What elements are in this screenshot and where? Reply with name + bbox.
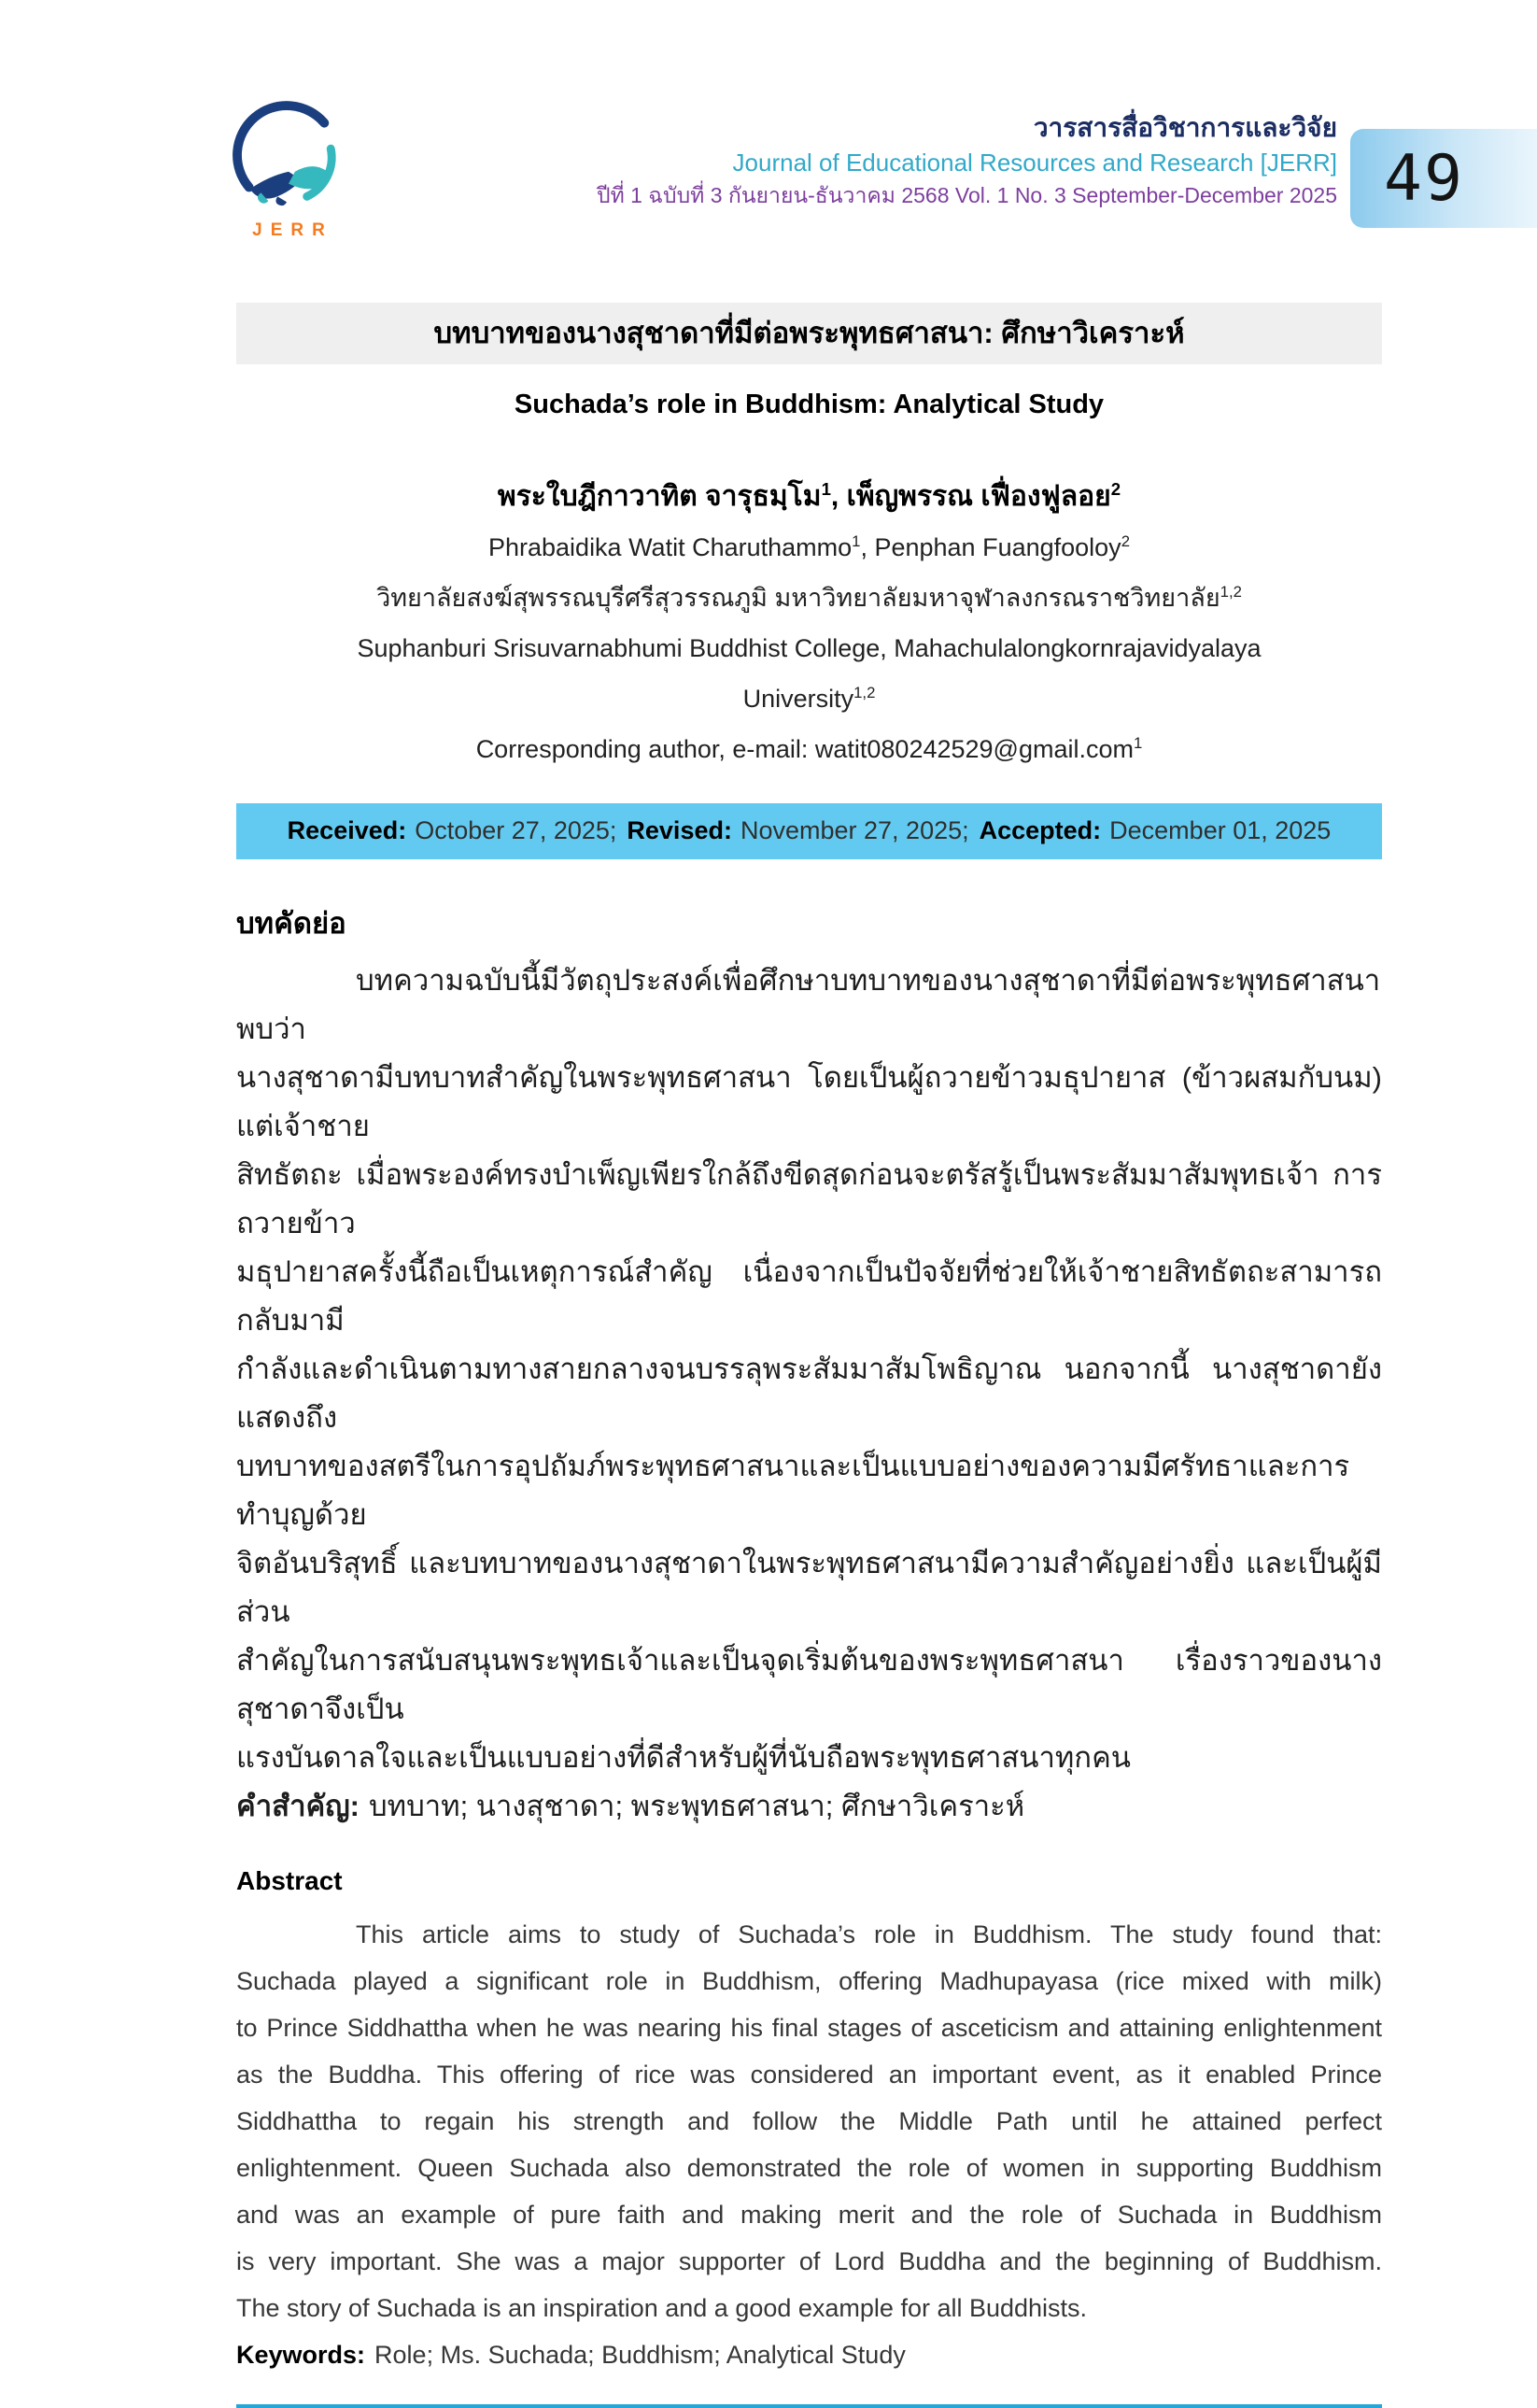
article-title-th: บทบาทของนางสุชาดาที่มีต่อพระพุทธศาสนา: ศึกษาวิเคราะห์ — [433, 317, 1185, 349]
author-th-1-sup: 1 — [821, 479, 831, 499]
affiliation-en-line1: Suphanburi Srisuvarnabhumi Buddhist College, Mahachulalongkornrajavidyalaya — [357, 634, 1262, 662]
abstract-th-line: มธุปายาสครั้งนี้ถือเป็นเหตุการณ์สำคัญ เนื่องจากเป็นปัจจัยที่ช่วยให้เจ้าชายสิทธัตถะสามารถกลับมามี — [236, 1255, 1382, 1337]
abstract-en-line: This article aims to study of Suchada’s role in Buddhism. The study found that: — [356, 1920, 1382, 1948]
affiliation-th-sup: 1,2 — [1220, 583, 1242, 601]
abstract-th-line: แรงบันดาลใจและเป็นแบบอย่างที่ดีสำหรับผู้ที่นับถือพระพุทธศาสนาทุกคน — [236, 1741, 1132, 1774]
author-th-1: พระใบฎีกาวาทิต จารุธมฺโม — [497, 481, 822, 512]
affiliation-th-text: วิทยาลัยสงฆ์สุพรรณบุรีศรีสุวรรณภูมิ มหาวิทยาลัยมหาจุฬาลงกรณราชวิทยาลัย — [376, 584, 1220, 612]
author-en-2: , Penphan Fuangfooloy — [860, 533, 1121, 561]
corresponding-author-sup: 1 — [1133, 734, 1143, 752]
journal-issue-line: ปีที่ 1 ฉบับที่ 3 กันยายน-ธันวาคม 2568 Vol. 1 No. 3 September-December 2025 — [596, 183, 1337, 207]
jerr-logo — [230, 101, 347, 241]
abstract-th-paragraph — [236, 956, 1382, 1831]
abstract-th-line: สิทธัตถะ เมื่อพระองค์ทรงบำเพ็ญเพียรใกล้ถึงขีดสุดก่อนจะตรัสรู้เป็นพระสัมมาสัมพุทธเจ้า การถวายข้าว — [236, 1158, 1382, 1239]
keywords-th-label: คำสำคัญ: — [236, 1790, 360, 1822]
affiliation-en-line2-sup: 1,2 — [853, 684, 876, 701]
keywords-en — [236, 2331, 1382, 2378]
keywords-en-value: Role; Ms. Suchada; Buddhism; Analytical Study — [374, 2341, 906, 2369]
journal-title-en: Journal of Educational Resources and Research [JERR] — [732, 149, 1337, 177]
abstract-en-heading: Abstract — [236, 1866, 343, 1895]
received-revised-accepted-bar — [236, 803, 1382, 859]
authors-th — [236, 478, 1382, 516]
affiliation-en-line2 — [236, 680, 1382, 717]
journal-header — [597, 110, 1337, 211]
abstract-th-heading: บทคัดย่อ — [236, 907, 346, 940]
abstract-en-line: as the Buddha. This offering of rice was considered an important event, as it enabled Prince — [236, 2061, 1382, 2089]
abstract-th-line: บทความฉบับนี้มีวัตถุประสงค์เพื่อศึกษาบทบาทของนางสุชาดาที่มีต่อพระพุทธศาสนา พบว่า — [236, 964, 1381, 1045]
abstract-th-line: นางสุชาดามีบทบาทสำคัญในพระพุทธศาสนา โดยเป็นผู้ถวายข้าวมธุปายาส (ข้าวผสมกับนม) แต่เจ้าชาย — [236, 1061, 1382, 1142]
abstract-en-line: to Prince Siddhattha when he was nearing his final stages of asceticism and attaining enlightenment — [236, 2014, 1382, 2042]
abstract-en-line: and was an example of pure faith and making merit and the role of Suchada in Buddhism — [236, 2201, 1382, 2229]
abstract-en-line: The story of Suchada is an inspiration and a good example for all Buddhists. — [236, 2294, 1088, 2322]
revised-label: Revised: — [627, 816, 732, 844]
corresponding-author-text: Corresponding author, e-mail: watit080242529@gmail.com — [475, 735, 1134, 763]
affiliation-th — [236, 579, 1382, 616]
keywords-th-value: บทบาท; นางสุชาดา; พระพุทธศาสนา; ศึกษาวิเคราะห์ — [368, 1790, 1025, 1822]
handshake-logo-icon — [230, 101, 347, 219]
keywords-th — [236, 1782, 1382, 1831]
abstract-en-line: Siddhattha to regain his strength and follow the Middle Path until he attained perfect — [236, 2107, 1382, 2135]
abstract-en-line: is very important. She was a major supporter of Lord Buddha and the beginning of Buddhism. — [236, 2247, 1382, 2275]
keywords-en-label: Keywords: — [236, 2341, 366, 2369]
received-value: October 27, 2025; — [415, 816, 617, 844]
abstract-en-paragraph — [236, 1911, 1382, 2378]
corresponding-author — [236, 730, 1382, 768]
journal-title-th: วารสารสื่อวิชาการและวิจัย — [1033, 113, 1337, 142]
abstract-en-line: enlightenment. Queen Suchada also demonstrated the role of women in supporting Buddhism — [236, 2154, 1382, 2182]
author-th-2: , เพ็ญพรรณ เฟื่องฟูลอย — [830, 481, 1111, 512]
page-number-badge — [1350, 129, 1537, 228]
author-en-2-sup: 2 — [1121, 532, 1130, 550]
accepted-value: December 01, 2025 — [1109, 816, 1332, 844]
abstract-en-line: Suchada played a significant role in Buddhism, offering Madhupayasa (rice mixed with milk) — [236, 1967, 1382, 1995]
abstract-th-line: สำคัญในการสนับสนุนพระพุทธเจ้าและเป็นจุดเริ่มต้นของพระพุทธศาสนา เรื่องราวของนางสุชาดาจึงเป็น — [236, 1644, 1382, 1725]
author-en-1-sup: 1 — [852, 532, 861, 550]
abstract-th-line: กำลังและดำเนินตามทางสายกลางจนบรรลุพระสัมมาสัมโพธิญาณ นอกจากนี้ นางสุชาดายังแสดงถึง — [236, 1353, 1382, 1434]
article-title-en: Suchada’s role in Buddhism: Analytical Study — [514, 390, 1105, 419]
received-label: Received: — [287, 816, 407, 844]
revised-value: November 27, 2025; — [740, 816, 969, 844]
article-content — [236, 303, 1382, 2408]
author-en-1: Phrabaidika Watit Charuthammo — [487, 533, 853, 561]
footer-divider — [236, 2404, 1382, 2408]
author-th-2-sup: 2 — [1110, 479, 1121, 499]
authors-en — [236, 529, 1382, 566]
accepted-label: Accepted: — [979, 816, 1102, 844]
page-number: 49 — [1384, 141, 1464, 216]
logo-text: JERR — [252, 220, 333, 240]
article-title-th-bar — [236, 303, 1382, 364]
abstract-th-line: บทบาทของสตรีในการอุปถัมภ์พระพุทธศาสนาและเป็นแบบอย่างของความมีศรัทธาและการทำบุญด้วย — [236, 1450, 1350, 1531]
affiliation-en-line2-text: University — [742, 685, 854, 713]
abstract-th-line: จิตอันบริสุทธิ์ และบทบาทของนางสุชาดาในพระพุทธศาสนามีความสำคัญอย่างยิ่ง และเป็นผู้มีส่วน — [236, 1547, 1382, 1628]
